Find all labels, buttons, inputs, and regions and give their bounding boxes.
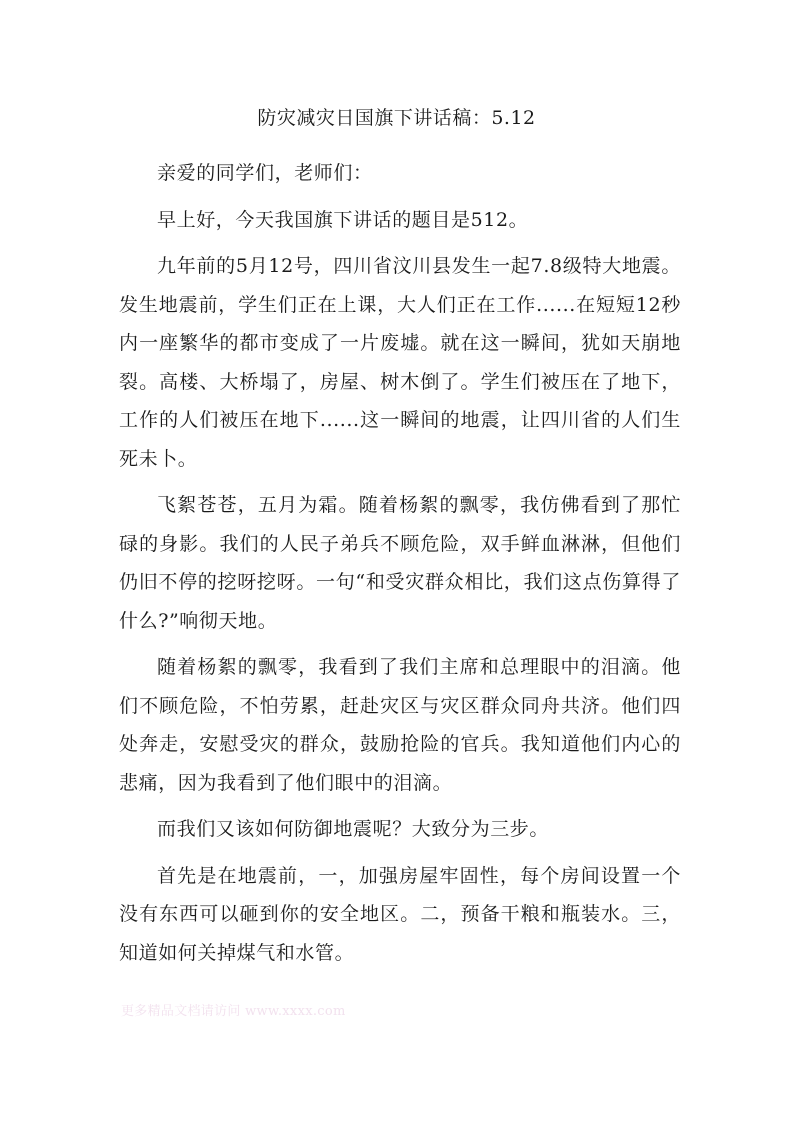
paragraph-defense-question: 而我们又该如何防御地震呢？大致分为三步。 bbox=[157, 818, 550, 840]
paragraph-greeting: 亲爱的同学们，老师们： bbox=[157, 162, 373, 184]
document-body bbox=[119, 154, 681, 980]
document-title: 防灾减灾日国旗下讲话稿：5.12 bbox=[257, 107, 536, 129]
paragraph-opening: 早上好，今天我国旗下讲话的题目是512。 bbox=[157, 208, 529, 231]
paragraph-earthquake: 九年前的5月12号，四川省汶川县发生一起7.8级特大地震。发生地震前，学生们正在上课，大人们正在工作......在短短12秒内一座繁华的都市变成了一片废墟。就在这一瞬间，犹如天崩地裂。高楼、大桥塌了，房屋、树木倒了。学生们被压在了地下，工作的人们被压在地下......这一瞬间的地震，让四川省的人们生死未卜。 bbox=[119, 255, 681, 470]
faint-footer-text: 更多精品文档请访问 www.xxxx.com bbox=[121, 1004, 346, 1019]
paragraph-soldiers: 飞絮苍苍，五月为霜。随着杨絮的飘零，我仿佛看到了那忙碌的身影。我们的人民子弟兵不顾危险，双手鲜血淋淋，但他们仍旧不停的挖呀挖呀。一句“和受灾群众相比，我们这点伤算得了什么?”响彻天地。 bbox=[119, 494, 681, 632]
paragraph-leaders: 随着杨絮的飘零，我看到了我们主席和总理眼中的泪滴。他们不顾危险，不怕劳累，赶赴灾区与灾区群众同舟共济。他们四处奔走，安慰受灾的群众，鼓励抢险的官兵。我知道他们内心的悲痛，因为我看到了他们眼中的泪滴。 bbox=[119, 656, 681, 794]
paragraph-before-earthquake: 首先是在地震前，一，加强房屋牢固性，每个房间设置一个没有东西可以砸到你的安全地区。二，预备干粮和瓶装水。三，知道如何关掉煤气和水管。 bbox=[119, 864, 681, 964]
